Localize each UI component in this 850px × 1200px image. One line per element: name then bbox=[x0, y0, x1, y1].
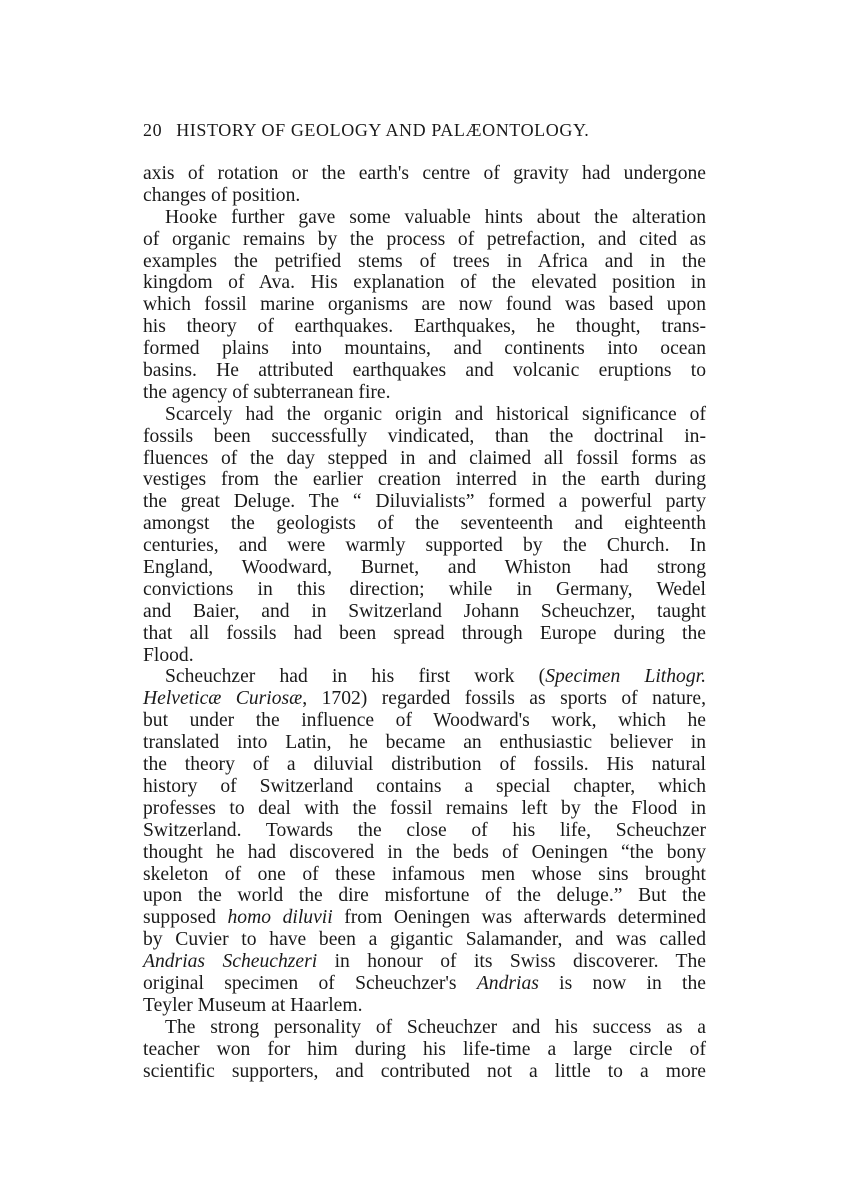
text-segment: The strong personality of Scheuchzer and his success as a bbox=[165, 1016, 706, 1038]
text-segment: upon the world the dire misfortune of the deluge.” But the bbox=[143, 885, 706, 907]
text-line bbox=[143, 207, 706, 229]
text-line bbox=[143, 907, 706, 929]
text-line bbox=[143, 623, 706, 645]
text-line bbox=[143, 579, 706, 601]
text-line bbox=[143, 688, 706, 710]
text-segment: but under the influence of Woodward's work, which he bbox=[143, 710, 706, 732]
text-segment: teacher won for him during his life-time a large circle of bbox=[143, 1038, 706, 1060]
paragraph bbox=[143, 1017, 706, 1083]
text-line bbox=[143, 1039, 706, 1061]
text-segment: translated into Latin, he became an enthusiastic believer in bbox=[143, 732, 706, 754]
text-segment: Hooke further gave some valuable hints about the alteration bbox=[165, 206, 706, 228]
text-segment: Teyler Museum at Haarlem. bbox=[143, 994, 363, 1016]
text-segment: centuries, and were warmly supported by the Church. In bbox=[143, 535, 706, 557]
text-segment: is now in the bbox=[538, 972, 706, 994]
text-segment: history of Switzerland contains a special chapter, which bbox=[143, 775, 706, 797]
italic-text: Andrias bbox=[476, 972, 539, 994]
text-segment: Scarcely had the organic origin and historical significance of bbox=[165, 403, 706, 425]
text-line bbox=[143, 316, 706, 338]
text-line bbox=[143, 360, 706, 382]
text-segment: vestiges from the earlier creation interred in the earth during bbox=[143, 469, 706, 491]
paragraph bbox=[143, 666, 706, 1016]
text-line bbox=[143, 469, 706, 491]
text-line bbox=[143, 229, 706, 251]
text-segment: the great Deluge. The “ Diluvialists” formed a powerful party bbox=[143, 491, 706, 513]
text-line bbox=[143, 973, 706, 995]
text-segment: thought he had discovered in the beds of Oeningen “the bony bbox=[143, 841, 706, 863]
paragraph bbox=[143, 163, 706, 207]
text-line bbox=[143, 1061, 706, 1083]
text-segment: his theory of earthquakes. Earthquakes, he thought, trans- bbox=[143, 316, 706, 338]
text-line bbox=[143, 251, 706, 273]
text-line bbox=[143, 820, 706, 842]
text-line bbox=[143, 1017, 706, 1039]
italic-text: Andrias Scheuchzeri bbox=[143, 951, 318, 973]
text-segment: Switzerland. Towards the close of his life, Scheuchzer bbox=[143, 819, 706, 841]
text-segment: that all fossils had been spread through Europe during the bbox=[143, 622, 706, 644]
running-title: HISTORY OF GEOLOGY AND PALÆONTOLOGY. bbox=[176, 120, 590, 140]
text-segment: England, Woodward, Burnet, and Whiston had strong bbox=[143, 557, 706, 579]
text-line bbox=[143, 842, 706, 864]
text-line bbox=[143, 798, 706, 820]
text-line bbox=[143, 294, 706, 316]
text-line bbox=[143, 929, 706, 951]
text-segment: convictions in this direction; while in Germany, Wedel bbox=[143, 578, 706, 600]
text-line bbox=[143, 404, 706, 426]
text-line bbox=[143, 557, 706, 579]
text-line bbox=[143, 185, 706, 207]
text-segment: original specimen of Scheuchzer's bbox=[143, 972, 477, 994]
text-segment: the theory of a diluvial distribution of fossils. His natural bbox=[143, 754, 706, 776]
text-line bbox=[143, 491, 706, 513]
text-segment: fluences of the day stepped in and claimed all fossil forms as bbox=[143, 447, 706, 469]
text-segment: professes to deal with the fossil remains left by the Flood in bbox=[143, 797, 706, 819]
text-segment: axis of rotation or the earth's centre of gravity had undergone bbox=[143, 163, 706, 184]
text-line bbox=[143, 666, 706, 688]
text-segment: skeleton of one of these infamous men whose sins brought bbox=[143, 863, 706, 885]
italic-text: Helveticæ Curiosæ bbox=[143, 688, 303, 710]
text-line bbox=[143, 864, 706, 886]
text-segment: from Oeningen was afterwards determined bbox=[332, 907, 706, 929]
text-line bbox=[143, 710, 706, 732]
text-segment: formed plains into mountains, and continents into ocean bbox=[143, 338, 706, 360]
text-line bbox=[143, 995, 706, 1017]
text-segment: kingdom of Ava. His explanation of the elevated position in bbox=[143, 272, 706, 294]
text-segment: by Cuvier to have been a gigantic Salamander, and was called bbox=[143, 929, 706, 951]
paragraph bbox=[143, 207, 706, 404]
text-line bbox=[143, 754, 706, 776]
text-line bbox=[143, 535, 706, 557]
running-head bbox=[143, 120, 713, 144]
text-line bbox=[143, 951, 706, 973]
text-line bbox=[143, 338, 706, 360]
text-segment: examples the petrified stems of trees in Africa and in the bbox=[143, 250, 706, 272]
text-line bbox=[143, 163, 706, 185]
text-segment: Scheuchzer had in his first work ( bbox=[165, 666, 546, 688]
text-segment: scientific supporters, and contributed not a little to a more bbox=[143, 1060, 706, 1082]
text-segment: fossils been successfully vindicated, than the doctrinal in- bbox=[143, 425, 706, 447]
text-segment: changes of position. bbox=[143, 184, 301, 206]
text-line bbox=[143, 885, 706, 907]
text-line bbox=[143, 426, 706, 448]
italic-text: Specimen Lithogr. bbox=[545, 666, 706, 688]
text-segment: amongst the geologists of the seventeenth and eighteenth bbox=[143, 513, 706, 535]
text-line bbox=[143, 601, 706, 623]
text-line bbox=[143, 272, 706, 294]
page-number: 20 bbox=[143, 120, 163, 140]
paragraph bbox=[143, 404, 706, 667]
text-line bbox=[143, 732, 706, 754]
italic-text: homo diluvii bbox=[227, 907, 333, 929]
text-segment: which fossil marine organisms are now found was based upon bbox=[143, 294, 706, 316]
text-line bbox=[143, 513, 706, 535]
body-text bbox=[143, 163, 706, 1082]
text-segment: in honour of its Swiss discoverer. The bbox=[317, 951, 706, 973]
text-segment: the agency of subterranean fire. bbox=[143, 381, 391, 403]
text-line bbox=[143, 645, 706, 667]
text-segment: of organic remains by the process of petrefaction, and cited as bbox=[143, 228, 706, 250]
text-segment: supposed bbox=[143, 907, 228, 929]
text-line bbox=[143, 448, 706, 470]
text-segment: and Baier, and in Switzerland Johann Scheuchzer, taught bbox=[143, 600, 706, 622]
text-segment: basins. He attributed earthquakes and volcanic eruptions to bbox=[143, 360, 706, 382]
text-line bbox=[143, 776, 706, 798]
text-segment: , 1702) regarded fossils as sports of nature, bbox=[302, 688, 706, 710]
text-line bbox=[143, 382, 706, 404]
text-segment: Flood. bbox=[143, 644, 194, 666]
